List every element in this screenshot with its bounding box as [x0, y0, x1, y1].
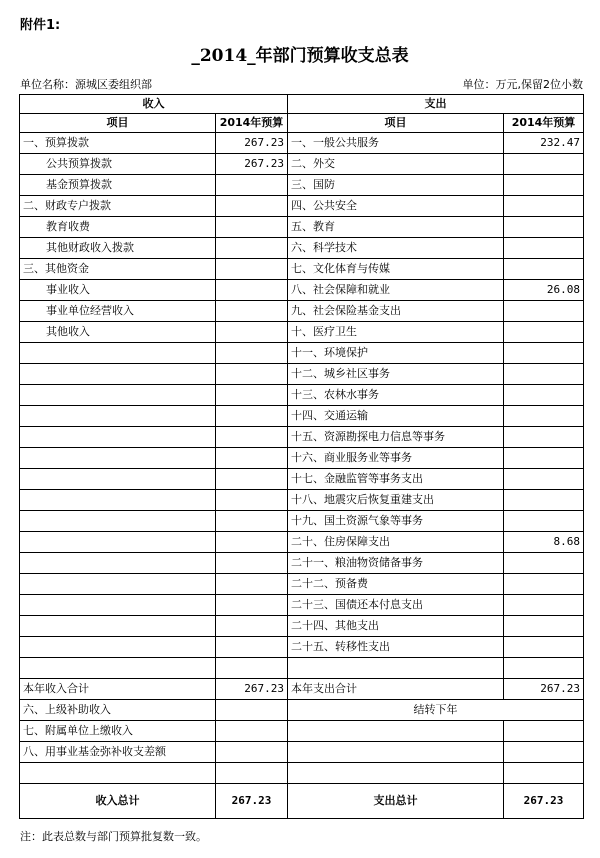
- income-item: 二、财政专户拨款: [20, 196, 216, 217]
- expense-value: [504, 259, 584, 280]
- expense-item: [288, 742, 504, 763]
- income-value: [216, 595, 288, 616]
- table-row: [20, 175, 584, 196]
- income-value: [216, 763, 288, 784]
- income-value: [216, 574, 288, 595]
- income-value: [216, 427, 288, 448]
- income-item: [20, 763, 216, 784]
- expense-item: 二十二、预备费: [288, 574, 504, 595]
- expense-value: [504, 511, 584, 532]
- year-total-row: [20, 679, 584, 700]
- expense-item: 十六、商业服务业等事务: [288, 448, 504, 469]
- expense-value: [504, 637, 584, 658]
- expense-item: 二十五、转移性支出: [288, 637, 504, 658]
- income-item: [20, 574, 216, 595]
- expense-value: 26.08: [504, 280, 584, 301]
- expense-item: 十一、环境保护: [288, 343, 504, 364]
- income-value: [216, 616, 288, 637]
- table-row: [20, 553, 584, 574]
- expense-header: 支出: [288, 95, 584, 114]
- table-row: [20, 532, 584, 553]
- expense-item: 十九、国土资源气象等事务: [288, 511, 504, 532]
- expense-item: 九、社会保险基金支出: [288, 301, 504, 322]
- table-row: [20, 196, 584, 217]
- expense-value: [504, 427, 584, 448]
- table-row: [20, 154, 584, 175]
- income-value: [216, 700, 288, 721]
- income-grand-total-label: 收入总计: [20, 784, 216, 819]
- table-row: [20, 385, 584, 406]
- table-row: [20, 427, 584, 448]
- income-year-total-value: 267.23: [216, 679, 288, 700]
- income-value: [216, 175, 288, 196]
- income-item: [20, 406, 216, 427]
- income-grand-total-value: 267.23: [216, 784, 288, 819]
- expense-item: 二十一、粮油物资储备事务: [288, 553, 504, 574]
- income-item: [20, 364, 216, 385]
- table-row: [20, 406, 584, 427]
- unit-info: 单位：万元,保留2位小数: [462, 78, 583, 91]
- table-row: [20, 301, 584, 322]
- expense-item: 十五、资源勘探电力信息等事务: [288, 427, 504, 448]
- income-header: 收入: [20, 95, 288, 114]
- income-item: [20, 448, 216, 469]
- expense-item: 十四、交通运输: [288, 406, 504, 427]
- income-value: 267.23: [216, 133, 288, 154]
- table-row: [20, 343, 584, 364]
- expense-value: [504, 616, 584, 637]
- table-row: [20, 133, 584, 154]
- budget-table: [19, 94, 584, 819]
- income-value: [216, 238, 288, 259]
- expense-item: 一、一般公共服务: [288, 133, 504, 154]
- expense-value: [504, 175, 584, 196]
- income-item: [20, 343, 216, 364]
- table-row: [20, 763, 584, 784]
- expense-item: 二、外交: [288, 154, 504, 175]
- table-row: [20, 721, 584, 742]
- expense-value: [504, 364, 584, 385]
- income-value: [216, 490, 288, 511]
- table-row: [20, 364, 584, 385]
- income-value: [216, 385, 288, 406]
- income-value: [216, 406, 288, 427]
- income-item: [20, 658, 216, 679]
- expense-item: 二十三、国债还本付息支出: [288, 595, 504, 616]
- expense-item: 七、文化体育与传媒: [288, 259, 504, 280]
- income-value: [216, 217, 288, 238]
- table-row: [20, 469, 584, 490]
- expense-item: [288, 658, 504, 679]
- table-row: [20, 238, 584, 259]
- income-value: 267.23: [216, 154, 288, 175]
- income-value: [216, 196, 288, 217]
- page-title: _2014_年部门预算收支总表: [191, 46, 409, 66]
- income-value: [216, 721, 288, 742]
- expense-item: 十八、地震灾后恢复重建支出: [288, 490, 504, 511]
- income-year-total-label: 本年收入合计: [20, 679, 216, 700]
- expense-value: [504, 742, 584, 763]
- income-item-header: 项目: [20, 114, 216, 133]
- expense-value: 232.47: [504, 133, 584, 154]
- expense-value: [504, 322, 584, 343]
- expense-value: [504, 490, 584, 511]
- income-item: 其他收入: [20, 322, 216, 343]
- income-item: [20, 595, 216, 616]
- expense-item: [288, 721, 504, 742]
- income-value: [216, 511, 288, 532]
- expense-grand-total-label: 支出总计: [288, 784, 504, 819]
- expense-item: 十三、农林水事务: [288, 385, 504, 406]
- expense-value: [504, 721, 584, 742]
- expense-item: 十二、城乡社区事务: [288, 364, 504, 385]
- expense-item: 三、国防: [288, 175, 504, 196]
- income-item: 教育收费: [20, 217, 216, 238]
- expense-value: [504, 385, 584, 406]
- expense-item: 二十、住房保障支出: [288, 532, 504, 553]
- expense-item: 二十四、其他支出: [288, 616, 504, 637]
- income-item: [20, 511, 216, 532]
- expense-value: [504, 469, 584, 490]
- table-row: [20, 595, 584, 616]
- expense-item: 八、社会保障和就业: [288, 280, 504, 301]
- income-item: [20, 385, 216, 406]
- table-row: [20, 511, 584, 532]
- income-value: [216, 322, 288, 343]
- table-row: [20, 574, 584, 595]
- income-item: [20, 427, 216, 448]
- expense-value: [504, 301, 584, 322]
- expense-item: 十、医疗卫生: [288, 322, 504, 343]
- expense-year-total-label: 本年支出合计: [288, 679, 504, 700]
- income-value: [216, 637, 288, 658]
- table-row: [20, 448, 584, 469]
- attachment-label: 附件1:: [20, 18, 61, 33]
- column-header-row: [20, 114, 584, 133]
- table-row: [20, 280, 584, 301]
- expense-item-header: 项目: [288, 114, 504, 133]
- expense-value: [504, 238, 584, 259]
- section-header-row: [20, 95, 584, 114]
- expense-value: [504, 763, 584, 784]
- income-value: [216, 301, 288, 322]
- income-item: [20, 490, 216, 511]
- income-item: 基金预算拨款: [20, 175, 216, 196]
- income-value: [216, 280, 288, 301]
- table-row: [20, 637, 584, 658]
- expense-value: [504, 658, 584, 679]
- table-row: [20, 700, 584, 721]
- income-value: [216, 259, 288, 280]
- expense-item: 五、教育: [288, 217, 504, 238]
- income-item: 一、预算拨款: [20, 133, 216, 154]
- expense-value: [504, 448, 584, 469]
- income-item: 八、用事业基金弥补收支差额: [20, 742, 216, 763]
- income-item: [20, 637, 216, 658]
- table-row: [20, 658, 584, 679]
- table-row: [20, 490, 584, 511]
- income-value: [216, 532, 288, 553]
- expense-item: 四、公共安全: [288, 196, 504, 217]
- expense-value: [504, 217, 584, 238]
- expense-budget-header: 2014年预算: [504, 114, 584, 133]
- income-budget-header: 2014年预算: [216, 114, 288, 133]
- income-item: 事业收入: [20, 280, 216, 301]
- income-value: [216, 448, 288, 469]
- expense-item: 六、科学技术: [288, 238, 504, 259]
- expense-item: 十七、金融监管等事务支出: [288, 469, 504, 490]
- income-item: 三、其他资金: [20, 259, 216, 280]
- income-value: [216, 364, 288, 385]
- expense-value: [504, 154, 584, 175]
- income-item: [20, 532, 216, 553]
- income-item: 七、附属单位上缴收入: [20, 721, 216, 742]
- table-row: [20, 322, 584, 343]
- expense-item: [288, 763, 504, 784]
- grand-total-row: [20, 784, 584, 819]
- unit-name: 单位名称：源城区委组织部: [20, 78, 152, 91]
- income-item: 公共预算拨款: [20, 154, 216, 175]
- expense-grand-total-value: 267.23: [504, 784, 584, 819]
- expense-value: [504, 343, 584, 364]
- table-row: [20, 259, 584, 280]
- expense-value: [504, 574, 584, 595]
- table-row: [20, 616, 584, 637]
- income-item: [20, 469, 216, 490]
- footnote: 注：此表总数与部门预算批复数一致。: [20, 830, 207, 843]
- income-value: [216, 742, 288, 763]
- income-value: [216, 343, 288, 364]
- expense-value: [504, 196, 584, 217]
- income-item: [20, 553, 216, 574]
- expense-year-total-value: 267.23: [504, 679, 584, 700]
- income-item: 事业单位经营收入: [20, 301, 216, 322]
- income-item: 六、上级补助收入: [20, 700, 216, 721]
- income-value: [216, 553, 288, 574]
- income-value: [216, 469, 288, 490]
- expense-value: [504, 553, 584, 574]
- income-value: [216, 658, 288, 679]
- carry-forward-label: 结转下年: [288, 700, 584, 721]
- expense-value: [504, 595, 584, 616]
- expense-value: 8.68: [504, 532, 584, 553]
- table-row: [20, 217, 584, 238]
- table-row: [20, 742, 584, 763]
- income-item: 其他财政收入拨款: [20, 238, 216, 259]
- income-item: [20, 616, 216, 637]
- expense-value: [504, 406, 584, 427]
